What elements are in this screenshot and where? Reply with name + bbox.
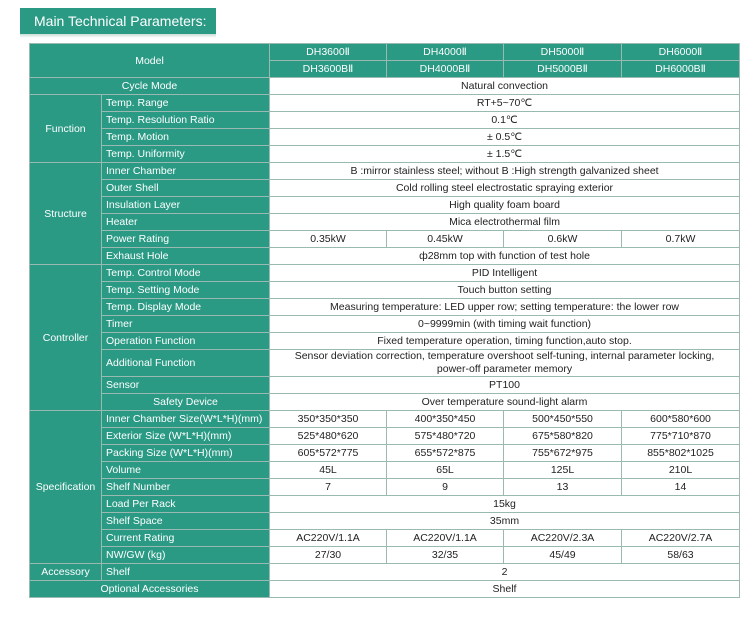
param-value: AC220V/1.1A <box>270 530 387 547</box>
param-value: RT+5~70℃ <box>270 95 740 112</box>
model-label: Model <box>30 44 270 78</box>
model-name: DH4000Ⅱ <box>387 44 504 61</box>
param-label: Temp. Uniformity <box>102 146 270 163</box>
param-value: 13 <box>504 479 622 496</box>
controller-group-label: Controller <box>30 265 102 411</box>
controller-row <box>30 316 740 333</box>
param-value: 605*572*775 <box>270 445 387 462</box>
specification-row <box>30 513 740 530</box>
param-value: 755*672*975 <box>504 445 622 462</box>
param-label: Inner Chamber <box>102 163 270 180</box>
optional-accessories-value: Shelf <box>270 581 740 598</box>
param-value: 7 <box>270 479 387 496</box>
param-value: ф28mm top with function of test hole <box>270 248 740 265</box>
specification-row <box>30 479 740 496</box>
function-group-label: Function <box>30 95 102 163</box>
param-value: 45L <box>270 462 387 479</box>
safety-device-row <box>30 394 740 411</box>
param-label: Power Rating <box>102 231 270 248</box>
specification-row <box>30 445 740 462</box>
optional-accessories-row <box>30 581 740 598</box>
param-value: 575*480*720 <box>387 428 504 445</box>
banner-shadow <box>20 34 216 38</box>
controller-row <box>30 265 740 282</box>
cycle-mode-label: Cycle Mode <box>30 78 270 95</box>
param-value: 655*572*875 <box>387 445 504 462</box>
controller-row <box>30 299 740 316</box>
cycle-mode-row <box>30 78 740 95</box>
param-value: ± 1.5℃ <box>270 146 740 163</box>
specification-group-label: Specification <box>30 411 102 564</box>
safety-device-label: Safety Device <box>102 394 270 411</box>
param-value: Fixed temperature operation, timing function,auto stop. <box>270 333 740 350</box>
param-value-multiline <box>270 350 740 377</box>
param-label: Operation Function <box>102 333 270 350</box>
additional-function-line-2: power-off parameter memory <box>436 363 573 375</box>
param-value: 27/30 <box>270 547 387 564</box>
model-name: DH4000BⅡ <box>387 61 504 78</box>
param-label: Exterior Size (W*L*H)(mm) <box>102 428 270 445</box>
param-label: Inner Chamber Size(W*L*H)(mm) <box>102 411 270 428</box>
structure-row <box>30 231 740 248</box>
safety-device-value: Over temperature sound-light alarm <box>270 394 740 411</box>
param-value: B :mirror stainless steel; without B :High strength galvanized sheet <box>270 163 740 180</box>
param-value: 400*350*450 <box>387 411 504 428</box>
param-label: Insulation Layer <box>102 197 270 214</box>
param-value: PID Intelligent <box>270 265 740 282</box>
param-value: 14 <box>622 479 740 496</box>
param-label: NW/GW (kg) <box>102 547 270 564</box>
model-name: DH3600Ⅱ <box>270 44 387 61</box>
structure-row <box>30 214 740 231</box>
param-label: Timer <box>102 316 270 333</box>
structure-row <box>30 163 740 180</box>
structure-row <box>30 248 740 265</box>
controller-row <box>30 333 740 350</box>
param-value: 0.45kW <box>387 231 504 248</box>
param-label: Temp. Range <box>102 95 270 112</box>
param-label: Temp. Setting Mode <box>102 282 270 299</box>
model-name: DH5000Ⅱ <box>504 44 622 61</box>
param-value: AC220V/1.1A <box>387 530 504 547</box>
param-value: Touch button setting <box>270 282 740 299</box>
param-value: 0.1℃ <box>270 112 740 129</box>
param-label: Outer Shell <box>102 180 270 197</box>
param-value: 58/63 <box>622 547 740 564</box>
specification-row <box>30 462 740 479</box>
function-row <box>30 95 740 112</box>
param-value: High quality foam board <box>270 197 740 214</box>
param-value: AC220V/2.3A <box>504 530 622 547</box>
specification-row <box>30 547 740 564</box>
specification-row <box>30 496 740 513</box>
param-value: ± 0.5℃ <box>270 129 740 146</box>
param-value: 32/35 <box>387 547 504 564</box>
additional-function-line-1: Sensor deviation correction, temperature overshoot self-tuning, internal parameter locking, <box>294 350 715 362</box>
model-name: DH6000BⅡ <box>622 61 740 78</box>
function-row <box>30 112 740 129</box>
function-row <box>30 129 740 146</box>
param-label: Temp. Motion <box>102 129 270 146</box>
model-row-1 <box>30 44 740 61</box>
param-value: 45/49 <box>504 547 622 564</box>
param-value: 2 <box>270 564 740 581</box>
controller-row <box>30 282 740 299</box>
param-value: 0.35kW <box>270 231 387 248</box>
function-row <box>30 146 740 163</box>
structure-row <box>30 197 740 214</box>
param-value: 65L <box>387 462 504 479</box>
param-label: Shelf <box>102 564 270 581</box>
param-value: PT100 <box>270 377 740 394</box>
controller-row <box>30 350 740 377</box>
param-value: 855*802*1025 <box>622 445 740 462</box>
param-label: Packing Size (W*L*H)(mm) <box>102 445 270 462</box>
model-name: DH6000Ⅱ <box>622 44 740 61</box>
param-value: 675*580*820 <box>504 428 622 445</box>
param-label: Current Rating <box>102 530 270 547</box>
specification-row <box>30 411 740 428</box>
param-value: 0.6kW <box>504 231 622 248</box>
structure-row <box>30 180 740 197</box>
param-label: Exhaust Hole <box>102 248 270 265</box>
param-value: 210L <box>622 462 740 479</box>
param-value: 125L <box>504 462 622 479</box>
param-label: Temp. Display Mode <box>102 299 270 316</box>
param-value: 600*580*600 <box>622 411 740 428</box>
param-value: 15kg <box>270 496 740 513</box>
model-name: DH5000BⅡ <box>504 61 622 78</box>
param-label: Shelf Space <box>102 513 270 530</box>
param-value: 350*350*350 <box>270 411 387 428</box>
section-title-banner <box>20 8 216 34</box>
specification-row <box>30 428 740 445</box>
technical-parameters-table <box>29 43 740 598</box>
param-label: Volume <box>102 462 270 479</box>
param-value: Cold rolling steel electrostatic spraying exterior <box>270 180 740 197</box>
param-value: Mica electrothermal film <box>270 214 740 231</box>
specification-row <box>30 530 740 547</box>
param-value: 775*710*870 <box>622 428 740 445</box>
cycle-mode-value: Natural convection <box>270 78 740 95</box>
param-label: Shelf Number <box>102 479 270 496</box>
model-name: DH3600BⅡ <box>270 61 387 78</box>
param-value: 500*450*550 <box>504 411 622 428</box>
section-title: Main Technical Parameters: <box>34 13 207 29</box>
param-label: Sensor <box>102 377 270 394</box>
param-value: AC220V/2.7A <box>622 530 740 547</box>
param-value: 9 <box>387 479 504 496</box>
controller-row <box>30 377 740 394</box>
accessory-group-label: Accessory <box>30 564 102 581</box>
param-value: 0.7kW <box>622 231 740 248</box>
param-label: Load Per Rack <box>102 496 270 513</box>
param-value: 35mm <box>270 513 740 530</box>
param-value: Measuring temperature: LED upper row; setting temperature: the lower row <box>270 299 740 316</box>
param-label: Temp. Control Mode <box>102 265 270 282</box>
param-label: Temp. Resolution Ratio <box>102 112 270 129</box>
structure-group-label: Structure <box>30 163 102 265</box>
param-value: 0~9999min (with timing wait function) <box>270 316 740 333</box>
optional-accessories-label: Optional Accessories <box>30 581 270 598</box>
param-label: Additional Function <box>102 350 270 377</box>
param-value: 525*480*620 <box>270 428 387 445</box>
accessory-row <box>30 564 740 581</box>
param-label: Heater <box>102 214 270 231</box>
